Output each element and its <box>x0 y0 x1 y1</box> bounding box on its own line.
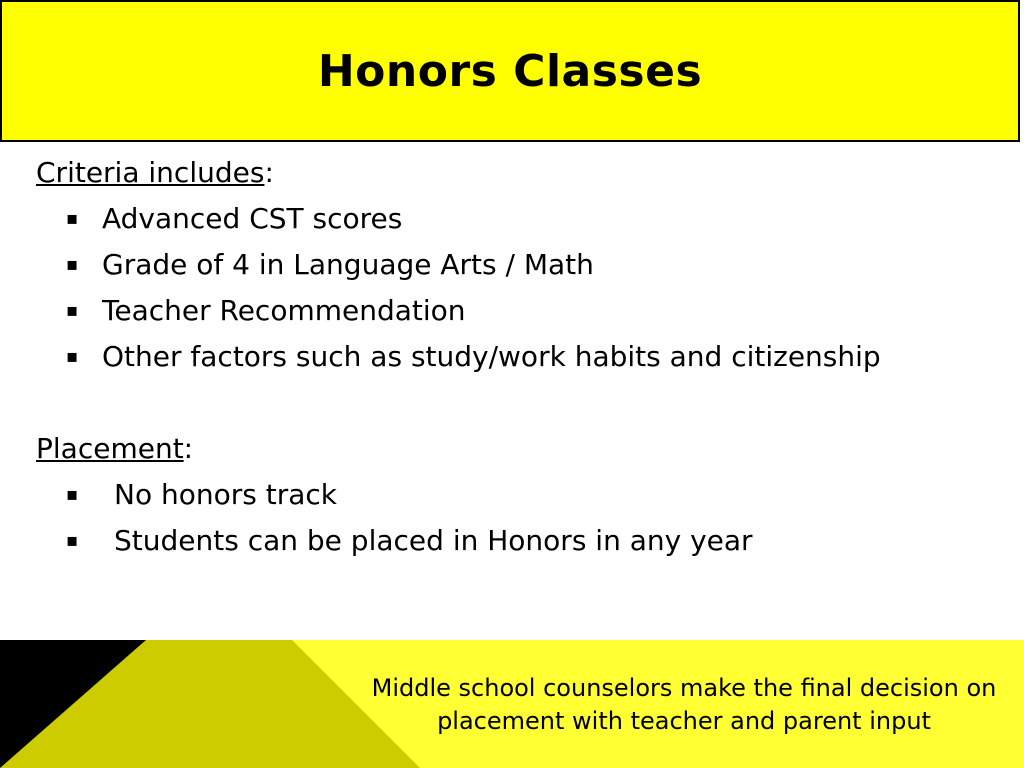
slide-body <box>36 150 996 564</box>
footer-note: Middle school counselors make the final decision on placement with teacher and parent input <box>371 674 997 735</box>
criteria-heading <box>36 150 996 196</box>
bullet-icon: ▪ <box>66 208 79 229</box>
list-item <box>36 518 996 564</box>
list-item <box>36 288 996 334</box>
slide-title: Honors Classes <box>317 45 703 97</box>
bullet-icon: ▪ <box>66 300 79 321</box>
bullet-icon: ▪ <box>66 254 79 275</box>
list-item <box>36 242 996 288</box>
list-item <box>36 196 996 242</box>
list-item-text: Grade of 4 in Language Arts / Math <box>102 248 594 281</box>
bullet-icon: ▪ <box>66 484 79 505</box>
title-banner <box>0 0 1020 142</box>
list-item-text: Advanced CST scores <box>102 202 403 235</box>
criteria-heading-label: Criteria includes <box>36 156 265 189</box>
placement-heading-colon: : <box>183 432 194 465</box>
bullet-icon: ▪ <box>66 530 79 551</box>
list-item-text: No honors track <box>114 478 337 511</box>
list-item-text: Teacher Recommendation <box>102 294 466 327</box>
list-item <box>36 472 996 518</box>
bullet-icon: ▪ <box>66 346 79 367</box>
placement-heading <box>36 426 996 472</box>
list-item <box>36 334 892 380</box>
placement-list <box>36 472 996 564</box>
list-item-text: Other factors such as study/work habits and citizenship <box>102 340 881 373</box>
list-item-text: Students can be placed in Honors in any year <box>114 524 753 557</box>
criteria-heading-colon: : <box>264 156 274 189</box>
section-spacer <box>36 380 996 426</box>
placement-heading-label: Placement <box>36 432 184 465</box>
criteria-list <box>36 196 996 380</box>
